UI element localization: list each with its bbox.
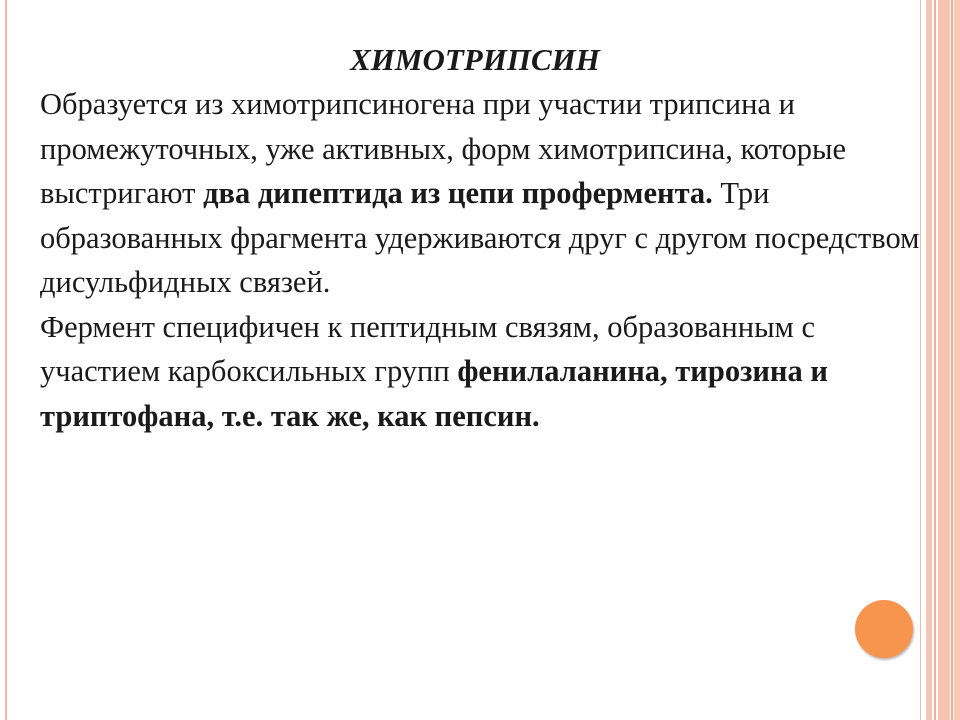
frame-stripe [938, 0, 950, 720]
paragraph-specificity [40, 305, 920, 439]
slide-title: ХИМОТРИПСИН [350, 42, 600, 77]
paragraph-text: Три образованных фрагмента удерживаются друг с другом посредством дисульфидных связей. [40, 176, 920, 299]
frame-right-line [920, 0, 921, 720]
orange-circle-decoration [855, 600, 913, 658]
frame-stripe [951, 0, 953, 720]
paragraph-formation [40, 82, 920, 305]
frame-stripe [954, 0, 960, 720]
paragraph-bold-text: фенилаланина, тирозина и триптофана, т.е. так же, как пепсин. [40, 354, 828, 433]
slide-content [40, 38, 920, 438]
paragraph-text: Фермент специфичен к пептидным связям, образованным с участием карбоксильных групп [40, 309, 816, 388]
frame-stripe [934, 0, 936, 720]
paragraph-text: Образуется из химотрипсиногена при участии трипсина и промежуточных, уже активных, форм химотрипсина, которые выстригают [40, 87, 847, 210]
paragraph-bold-text: два дипептида из цепи профермента. [203, 176, 713, 210]
frame-left-line [5, 0, 7, 720]
frame-stripe [926, 0, 932, 720]
